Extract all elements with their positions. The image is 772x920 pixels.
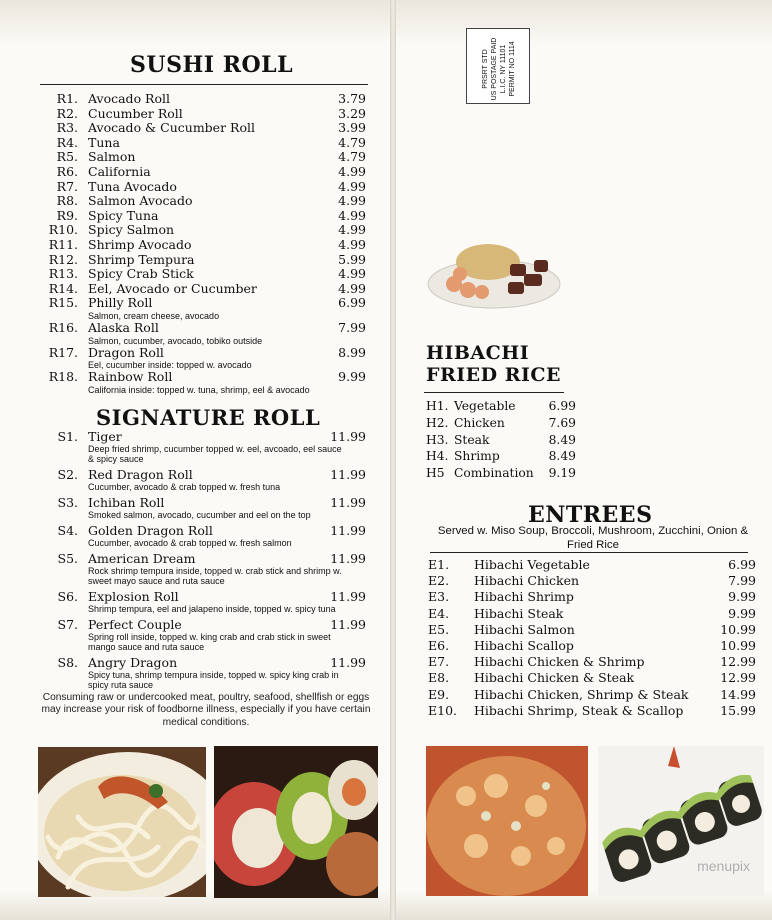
item-price: 9.99 <box>728 589 756 605</box>
item-name: Hibachi Shrimp, Steak & Scallop <box>474 702 684 718</box>
item-code: E5. <box>428 621 450 637</box>
menu-item <box>40 552 370 586</box>
item-code: R18. <box>48 369 78 385</box>
menu-item <box>426 432 576 449</box>
item-name: Spicy Salmon <box>88 222 175 238</box>
item-code: S6. <box>57 589 78 604</box>
menu-item <box>428 670 756 686</box>
item-code: E7. <box>428 654 450 670</box>
item-description: Cucumber, avocado & crab topped w. fresh salmon <box>88 538 292 548</box>
item-code: S4. <box>57 523 78 538</box>
item-price: 14.99 <box>720 686 756 702</box>
sushi-roll-list <box>40 92 370 395</box>
item-code: E4. <box>428 605 450 621</box>
menu-item <box>428 687 756 703</box>
menu-item <box>428 606 756 622</box>
watermark: menupix <box>697 858 750 874</box>
item-price: 7.99 <box>728 573 756 589</box>
menu-item <box>428 703 756 719</box>
menu-item <box>40 656 370 690</box>
item-description: California inside: topped w. tuna, shrimp, eel & avocado <box>88 384 310 395</box>
item-price: 4.79 <box>338 134 366 150</box>
item-name: Hibachi Chicken & Steak <box>474 670 635 686</box>
menu-item <box>40 321 370 346</box>
item-description: Eel, cucumber inside: topped w. avocado <box>88 360 252 371</box>
item-price: 15.99 <box>720 702 756 718</box>
menu-item <box>428 557 756 573</box>
item-price: 9.99 <box>728 605 756 621</box>
item-name: Salmon Avocado <box>88 193 193 209</box>
item-name: Spicy Tuna <box>88 207 159 223</box>
hibachi-plate-photo <box>424 234 564 312</box>
item-price: 4.99 <box>338 178 366 194</box>
item-price: 3.99 <box>338 120 366 136</box>
item-code: R15. <box>48 295 78 311</box>
item-price: 10.99 <box>720 621 756 637</box>
menu-item <box>40 180 370 195</box>
signature-roll-list <box>40 430 370 690</box>
item-code: R9. <box>56 207 78 223</box>
item-code: E10. <box>428 702 458 718</box>
item-price: 3.29 <box>338 105 366 121</box>
menu-item <box>428 654 756 670</box>
signature-roll-title: SIGNATURE ROLL <box>96 405 321 430</box>
item-description: Spring roll inside, topped w. king crab and crab stick in sweet mango sauce and ruta sauce <box>88 632 331 652</box>
item-code: R16. <box>48 319 78 335</box>
hibachi-plate-image <box>424 234 564 312</box>
item-name: Shrimp <box>454 449 500 464</box>
item-name: Alaska Roll <box>88 319 159 335</box>
item-code: R3. <box>56 120 78 136</box>
item-price: 8.49 <box>548 449 576 464</box>
item-code: E8. <box>428 670 450 686</box>
sushi-platter-photo <box>214 746 378 898</box>
item-description: Salmon, cream cheese, avocado <box>88 310 220 321</box>
item-name: Philly Roll <box>88 295 153 311</box>
fried-rice-photo <box>426 746 588 896</box>
food-safety-notice: Consuming raw or undercooked meat, poultry, seafood, shellfish or eggs may increase your risk of foodborne illness, especially if you have certain medical conditions. <box>41 692 371 728</box>
menu-item <box>426 448 576 465</box>
item-price: 12.99 <box>720 670 756 686</box>
top-shadow <box>0 0 390 44</box>
item-code: H5 <box>426 466 445 481</box>
item-price: 4.99 <box>338 193 366 209</box>
menu-item <box>40 267 370 282</box>
item-code: R8. <box>56 193 78 209</box>
item-price: 11.99 <box>330 467 366 482</box>
menu-item <box>40 209 370 224</box>
hibachi-fried-rice-list <box>426 398 576 482</box>
item-name: Hibachi Chicken, Shrimp & Steak <box>474 686 689 702</box>
item-name: Cucumber Roll <box>88 105 183 121</box>
item-code: E9. <box>428 686 450 702</box>
item-description: Cucumber, avocado & crab topped w. fresh tuna <box>88 482 281 492</box>
noodle-soup-photo <box>38 747 206 897</box>
item-price: 12.99 <box>720 654 756 670</box>
item-name: American Dream <box>88 551 196 566</box>
item-name: Shrimp Avocado <box>88 236 192 252</box>
menu-item <box>40 430 370 464</box>
menu-item <box>426 465 576 482</box>
item-name: Ichiban Roll <box>88 495 165 510</box>
top-shadow <box>396 0 772 44</box>
item-description: Deep fried shrimp, cucumber topped w. eel, avcoado, eel sauce & spicy sauce <box>88 444 342 464</box>
hibachi-title-line1: HIBACHI <box>426 342 530 364</box>
item-code: S7. <box>57 617 78 632</box>
menu-item <box>40 92 370 107</box>
item-code: S5. <box>57 551 78 566</box>
item-name: Hibachi Vegetable <box>474 557 590 572</box>
menu-item <box>428 638 756 654</box>
item-code: R14. <box>48 280 78 296</box>
item-code: H1. <box>426 399 449 413</box>
item-price: 7.69 <box>548 415 576 430</box>
item-name: Tuna <box>88 134 120 150</box>
menu-item <box>40 165 370 180</box>
menu-item <box>40 223 370 238</box>
item-price: 7.99 <box>338 319 366 335</box>
item-price: 6.99 <box>548 399 576 413</box>
item-price: 10.99 <box>720 638 756 654</box>
item-name: Avocado Roll <box>88 91 170 106</box>
item-price: 3.79 <box>338 91 366 106</box>
item-name: Chicken <box>454 415 505 430</box>
entrees-subtitle: Served w. Miso Soup, Broccoli, Mushroom, Zucchini, Onion & Fried Rice <box>437 525 749 551</box>
item-code: H3. <box>426 432 449 447</box>
item-name: Red Dragon Roll <box>88 467 193 482</box>
item-code: R10. <box>48 222 78 238</box>
item-price: 4.99 <box>338 163 366 179</box>
item-name: Angry Dragon <box>88 655 178 670</box>
menu-item <box>426 398 576 415</box>
item-name: Rainbow Roll <box>88 369 173 385</box>
item-name: Tiger <box>88 429 122 444</box>
item-code: E3. <box>428 589 450 605</box>
fried-rice-image <box>426 746 588 896</box>
menu-item <box>40 496 370 520</box>
item-name: Steak <box>454 432 490 447</box>
item-name: Hibachi Chicken <box>474 573 580 589</box>
menu-item <box>428 622 756 638</box>
item-name: Hibachi Shrimp <box>474 589 574 605</box>
menu-item <box>40 590 370 614</box>
item-name: Spicy Crab Stick <box>88 266 194 282</box>
item-price: 11.99 <box>330 551 366 566</box>
item-price: 9.99 <box>338 369 366 385</box>
item-price: 11.99 <box>330 523 366 538</box>
menu-item <box>40 121 370 136</box>
menu-item <box>428 589 756 605</box>
item-name: Explosion Roll <box>88 589 179 604</box>
entrees-rule <box>430 552 748 553</box>
hibachi-title-line2: FRIED RICE <box>426 364 562 386</box>
postage-permit-text: PRSRT STD US POSTAGE PAID L.I.C. NY 11101 PERMIT NO 1114 <box>482 37 516 101</box>
specialty-roll-photo <box>598 746 764 896</box>
item-price: 6.99 <box>338 295 366 311</box>
item-description: Rock shrimp tempura inside, topped w. crab stick and shrimp w. sweet mayo sauce and ruta sauce <box>88 566 342 586</box>
item-code: E2. <box>428 573 450 589</box>
item-name: Salmon <box>88 149 136 165</box>
item-code: E1. <box>428 557 450 572</box>
sushi-platter-image <box>214 746 378 898</box>
item-code: H2. <box>426 415 449 430</box>
item-name: Avocado & Cucumber Roll <box>88 120 255 136</box>
item-code: R17. <box>48 344 78 360</box>
item-name: Hibachi Salmon <box>474 621 575 637</box>
item-price: 4.79 <box>338 149 366 165</box>
postage-permit-box <box>466 28 530 104</box>
item-code: S8. <box>57 655 78 670</box>
item-code: R6. <box>56 163 78 179</box>
item-name: Golden Dragon Roll <box>88 523 213 538</box>
item-price: 5.99 <box>338 251 366 267</box>
item-price: 4.99 <box>338 236 366 252</box>
item-price: 11.99 <box>330 617 366 632</box>
item-name: Eel, Avocado or Cucumber <box>88 280 257 296</box>
item-code: S3. <box>57 495 78 510</box>
item-code: R4. <box>56 134 78 150</box>
item-price: 11.99 <box>330 589 366 604</box>
sushi-roll-title: SUSHI ROLL <box>130 52 294 78</box>
item-name: Hibachi Chicken & Shrimp <box>474 654 645 670</box>
item-name: Combination <box>454 466 534 481</box>
item-price: 11.99 <box>330 655 366 670</box>
item-name: Vegetable <box>454 399 516 413</box>
menu-item <box>40 370 370 395</box>
menu-item <box>40 524 370 548</box>
hibachi-fried-rice-title <box>426 342 561 386</box>
item-description: Salmon, cucumber, avocado, tobiko outside <box>88 335 263 346</box>
item-price: 11.99 <box>330 429 366 444</box>
item-code: R7. <box>56 178 78 194</box>
item-code: R2. <box>56 105 78 121</box>
item-code: H4. <box>426 449 449 464</box>
item-code: S2. <box>57 467 78 482</box>
item-name: California <box>88 163 151 179</box>
item-code: R1. <box>56 91 78 106</box>
menu-item <box>40 346 370 371</box>
menu-item <box>40 107 370 122</box>
item-description: Spicy tuna, shrimp tempura inside, topped w. spicy king crab in spicy ruta sauce <box>88 670 339 690</box>
menu-item <box>40 238 370 253</box>
item-price: 8.99 <box>338 344 366 360</box>
menu-item <box>40 282 370 297</box>
entrees-title: ENTREES <box>528 502 653 528</box>
item-price: 9.19 <box>548 466 576 481</box>
item-code: R11. <box>48 236 78 252</box>
noodle-soup-image <box>38 747 206 897</box>
item-name: Hibachi Scallop <box>474 638 574 654</box>
entrees-list <box>428 557 756 719</box>
item-code: R5. <box>56 149 78 165</box>
item-name: Hibachi Steak <box>474 605 564 621</box>
menu-item <box>40 136 370 151</box>
item-name: Dragon Roll <box>88 344 164 360</box>
item-code: E6. <box>428 638 450 654</box>
item-description: Shrimp tempura, eel and jalapeno inside, topped w. spicy tuna <box>88 604 336 614</box>
item-price: 6.99 <box>728 557 756 572</box>
item-description: Smoked salmon, avocado, cucumber and eel on the top <box>88 510 311 520</box>
item-price: 11.99 <box>330 495 366 510</box>
item-name: Perfect Couple <box>88 617 182 632</box>
item-price: 8.49 <box>548 432 576 447</box>
item-price: 4.99 <box>338 207 366 223</box>
menu-item <box>40 468 370 492</box>
item-code: S1. <box>57 429 78 444</box>
menu-item <box>40 296 370 321</box>
menu-item <box>40 253 370 268</box>
item-price: 4.99 <box>338 222 366 238</box>
hibachi-rule <box>424 392 564 393</box>
item-code: R12. <box>48 251 78 267</box>
item-code: R13. <box>48 266 78 282</box>
sushi-roll-rule <box>40 84 368 85</box>
item-name: Tuna Avocado <box>88 178 177 194</box>
menu-item <box>428 573 756 589</box>
item-price: 4.99 <box>338 280 366 296</box>
item-price: 4.99 <box>338 266 366 282</box>
menu-item <box>40 150 370 165</box>
menu-item <box>40 618 370 652</box>
menu-item <box>40 194 370 209</box>
item-name: Shrimp Tempura <box>88 251 195 267</box>
menu-item <box>426 415 576 432</box>
